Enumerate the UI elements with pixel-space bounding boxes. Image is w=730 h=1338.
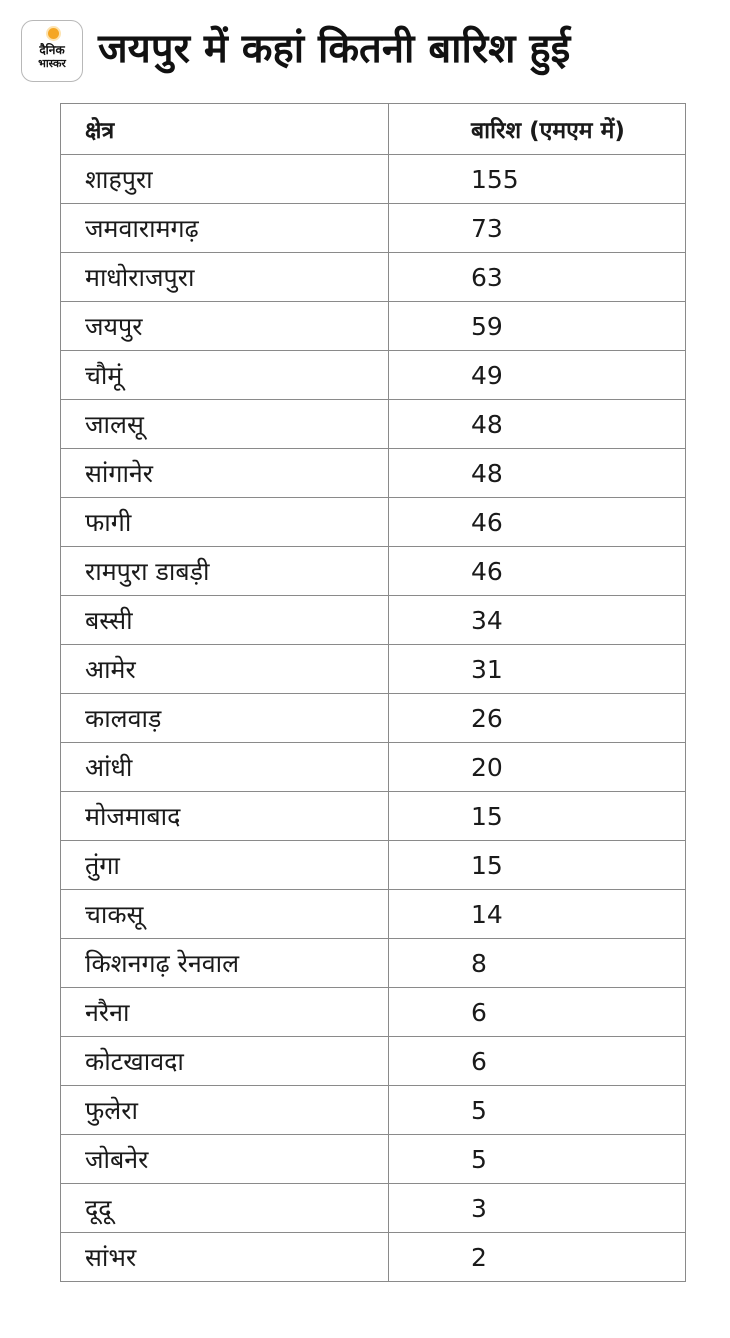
area-cell: सांभर [61, 1233, 389, 1282]
rainfall-cell: 34 [389, 596, 686, 645]
rainfall-cell: 73 [389, 204, 686, 253]
area-cell: नरैना [61, 988, 389, 1037]
table-row [61, 204, 686, 253]
rainfall-table-container [60, 103, 685, 1282]
area-cell: चौमूं [61, 351, 389, 400]
area-cell: फागी [61, 498, 389, 547]
rainfall-cell: 15 [389, 792, 686, 841]
area-cell: तुंगा [61, 841, 389, 890]
rainfall-cell: 46 [389, 498, 686, 547]
table-row [61, 792, 686, 841]
dainik-bhaskar-logo [21, 20, 83, 82]
area-cell: किशनगढ़ रेनवाल [61, 939, 389, 988]
rainfall-cell: 5 [389, 1135, 686, 1184]
rainfall-cell: 63 [389, 253, 686, 302]
table-row [61, 890, 686, 939]
area-cell: दूदू [61, 1184, 389, 1233]
rainfall-cell: 49 [389, 351, 686, 400]
table-row [61, 939, 686, 988]
rainfall-cell: 15 [389, 841, 686, 890]
area-cell: जमवारामगढ़ [61, 204, 389, 253]
rainfall-cell: 48 [389, 400, 686, 449]
table-row [61, 694, 686, 743]
rainfall-cell: 14 [389, 890, 686, 939]
table-body [61, 155, 686, 1282]
area-cell: जोबनेर [61, 1135, 389, 1184]
rainfall-cell: 46 [389, 547, 686, 596]
table-row [61, 596, 686, 645]
rainfall-cell: 6 [389, 988, 686, 1037]
column-header-area: क्षेत्र [61, 104, 389, 155]
column-header-rainfall: बारिश (एमएम में) [389, 104, 686, 155]
area-cell: शाहपुरा [61, 155, 389, 204]
rainfall-cell: 20 [389, 743, 686, 792]
table-row [61, 253, 686, 302]
table-row [61, 302, 686, 351]
rainfall-cell: 2 [389, 1233, 686, 1282]
logo-text-line1: दैनिक [39, 43, 65, 57]
area-cell: माधोराजपुरा [61, 253, 389, 302]
table-row [61, 155, 686, 204]
table-header-row [61, 104, 686, 155]
table-row [61, 645, 686, 694]
rainfall-cell: 26 [389, 694, 686, 743]
area-cell: कालवाड़ [61, 694, 389, 743]
area-cell: चाकसू [61, 890, 389, 939]
area-cell: जालसू [61, 400, 389, 449]
area-cell: रामपुरा डाबड़ी [61, 547, 389, 596]
rainfall-cell: 31 [389, 645, 686, 694]
rainfall-cell: 3 [389, 1184, 686, 1233]
page-title: जयपुर में कहां कितनी बारिश हुई [98, 26, 571, 72]
rainfall-cell: 8 [389, 939, 686, 988]
area-cell: बस्सी [61, 596, 389, 645]
area-cell: मोजमाबाद [61, 792, 389, 841]
rainfall-cell: 155 [389, 155, 686, 204]
area-cell: कोटखावदा [61, 1037, 389, 1086]
table-row [61, 1086, 686, 1135]
sun-icon [48, 28, 59, 39]
table-row [61, 1184, 686, 1233]
area-cell: फुलेरा [61, 1086, 389, 1135]
table-row [61, 1135, 686, 1184]
table-row [61, 449, 686, 498]
table-row [61, 351, 686, 400]
table-row [61, 988, 686, 1037]
rainfall-cell: 6 [389, 1037, 686, 1086]
table-row [61, 1037, 686, 1086]
table-row [61, 743, 686, 792]
area-cell: जयपुर [61, 302, 389, 351]
table-row [61, 400, 686, 449]
table-row [61, 547, 686, 596]
area-cell: सांगानेर [61, 449, 389, 498]
table-row [61, 841, 686, 890]
table-row [61, 1233, 686, 1282]
rainfall-cell: 48 [389, 449, 686, 498]
logo-text-line2: भास्कर [38, 57, 66, 70]
area-cell: आमेर [61, 645, 389, 694]
header [0, 0, 730, 98]
rainfall-table [60, 103, 686, 1282]
rainfall-cell: 5 [389, 1086, 686, 1135]
area-cell: आंधी [61, 743, 389, 792]
table-row [61, 498, 686, 547]
rainfall-cell: 59 [389, 302, 686, 351]
